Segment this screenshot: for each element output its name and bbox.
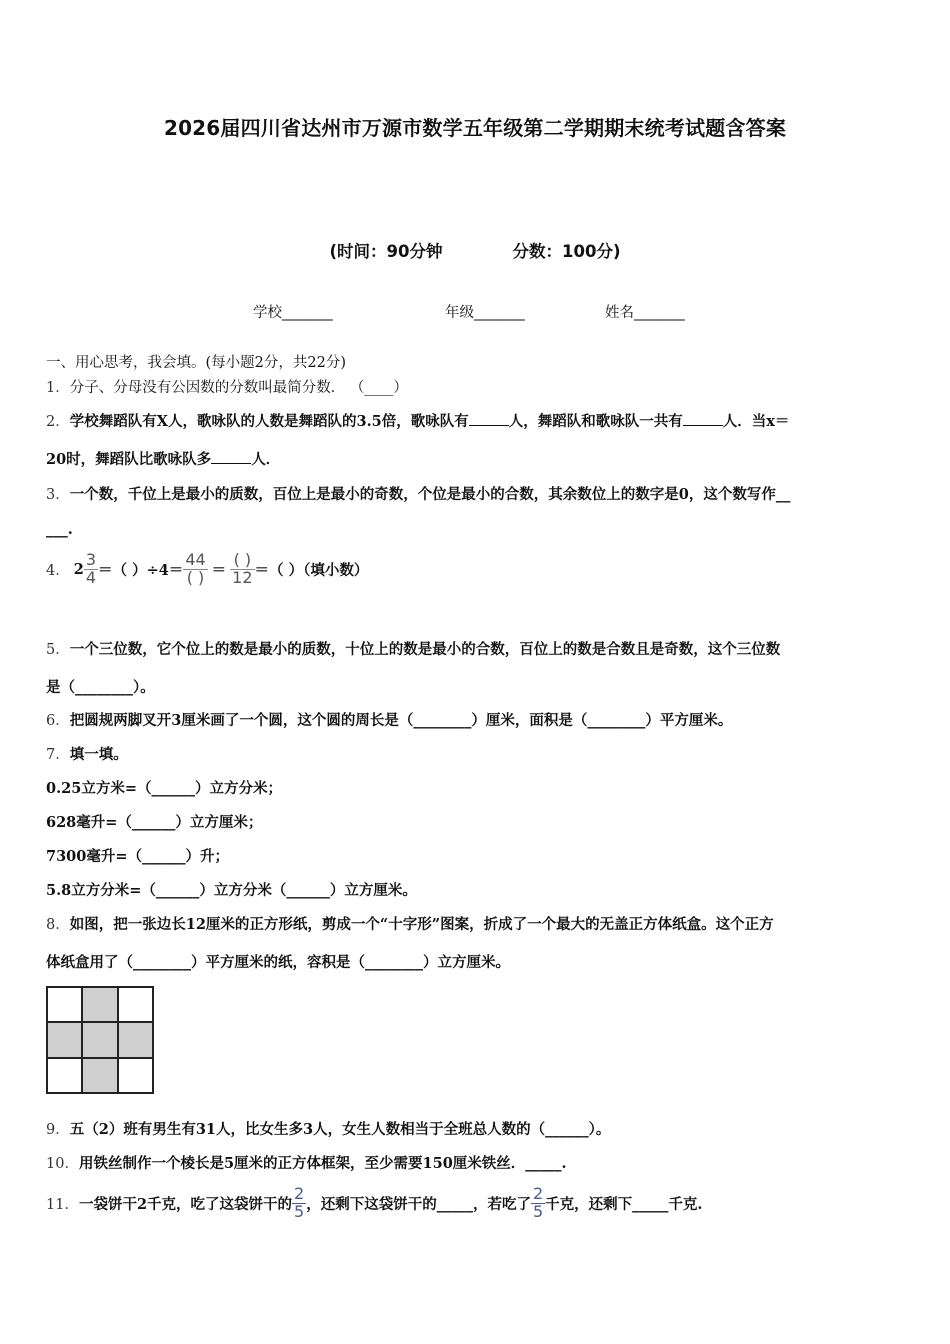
figure-cell-shaded: [82, 1058, 117, 1093]
figure-cell-shaded: [82, 1022, 117, 1057]
question-7: 7．填一填。: [46, 746, 128, 763]
fraction: $\frac{2}{5}$: [294, 1184, 305, 1221]
exam-time: (时间：90分钟: [329, 242, 443, 261]
question-7-item: 7300毫升=（______）升；: [46, 848, 230, 865]
question-7-item: 5.8立方分米=（______）立方分米（______）立方厘米。: [46, 882, 417, 899]
field-name[interactable]: 姓名_______: [605, 305, 685, 321]
field-grade[interactable]: 年级_______: [445, 305, 525, 321]
fraction: $\frac{( )}{12}$: [232, 550, 253, 587]
figure-cell: [47, 987, 82, 1022]
question-6: 6．把圆规两脚叉开3厘米画了一个圆，这个圆的周长是（________）厘米，面积是（________）平方厘米。: [46, 712, 733, 729]
question-4: 4． 2 $\frac{3}{4}$ ＝（ ）÷4＝ $\frac{44}{( )}$ ＝ $\frac{( )}{12}$ ＝（ ）（填小数）: [46, 550, 369, 587]
exam-score: 分数：100分): [512, 242, 621, 261]
cross-shape-figure: [46, 986, 154, 1094]
answer-blank[interactable]: （____）: [349, 380, 408, 396]
figure-cell-shaded: [47, 1022, 82, 1057]
question-5: 5．一个三位数，它个位上的数是最小的质数，十位上的数是最小的合数，百位上的数是合数且是奇数，这个三位数: [46, 641, 781, 658]
question-9: 9．五（2）班有男生有31人，比女生多3人，女生人数相当于全班总人数的（______）。: [46, 1121, 611, 1138]
answer-blank[interactable]: [683, 411, 723, 426]
question-8: 8．如图，把一张边长12厘米的正方形纸，剪成一个“十字形”图案，折成了一个最大的无盖正方体纸盒。这个正方: [46, 916, 774, 933]
field-school[interactable]: 学校_______: [253, 305, 333, 321]
figure-cell: [118, 1058, 153, 1093]
question-7-item: 0.25立方米=（______）立方分米；: [46, 780, 282, 797]
figure-cell: [118, 987, 153, 1022]
question-3-cont: ___.: [46, 521, 73, 538]
question-1: 1．分子、分母没有公因数的分数叫最简分数． （____）: [46, 380, 408, 396]
question-2-cont: 20时，舞蹈队比歌咏队多 人．: [46, 451, 281, 468]
exam-meta: [0, 238, 950, 262]
question-11: 11． 一袋饼干2千克，吃了这袋饼干的 $\frac{2}{5}$ ，还剩下这袋饼干的_____，若吃了 $\frac{2}{5}$ 千克，还剩下_____千克.: [46, 1184, 703, 1221]
question-2: 2．学校舞蹈队有X人，歌咏队的人数是舞蹈队的3.5倍，歌咏队有 人，舞蹈队和歌咏队一共有 人．当x＝: [46, 413, 790, 430]
answer-blank[interactable]: [469, 411, 509, 426]
question-3: 3．一个数，千位上是最小的质数，百位上是最小的奇数，个位是最小的合数，其余数位上的数字是0，这个数写作__: [46, 486, 791, 503]
question-5-cont: 是（________）。: [46, 679, 155, 696]
figure-cell: [47, 1058, 82, 1093]
document-title: 2026届四川省达州市万源市数学五年级第二学期期末统考试题含答案: [163, 116, 787, 140]
section-heading: 一、用心思考，我会填。(每小题2分，共22分): [46, 355, 346, 371]
figure-cell-shaded: [82, 987, 117, 1022]
fraction: $\frac{44}{( )}$: [185, 550, 206, 587]
fraction: $\frac{2}{5}$: [532, 1184, 544, 1221]
question-8-cont: 体纸盒用了（________）平方厘米的纸，容积是（________）立方厘米。: [46, 954, 510, 971]
question-7-item: 628毫升=（______）立方厘米；: [46, 814, 263, 831]
fraction: $\frac{3}{4}$: [85, 550, 97, 587]
figure-cell-shaded: [118, 1022, 153, 1057]
question-10: 10．用铁丝制作一个棱长是5厘米的正方体框架，至少需要150厘米铁丝．_____.: [46, 1155, 567, 1172]
answer-blank[interactable]: [211, 449, 251, 464]
